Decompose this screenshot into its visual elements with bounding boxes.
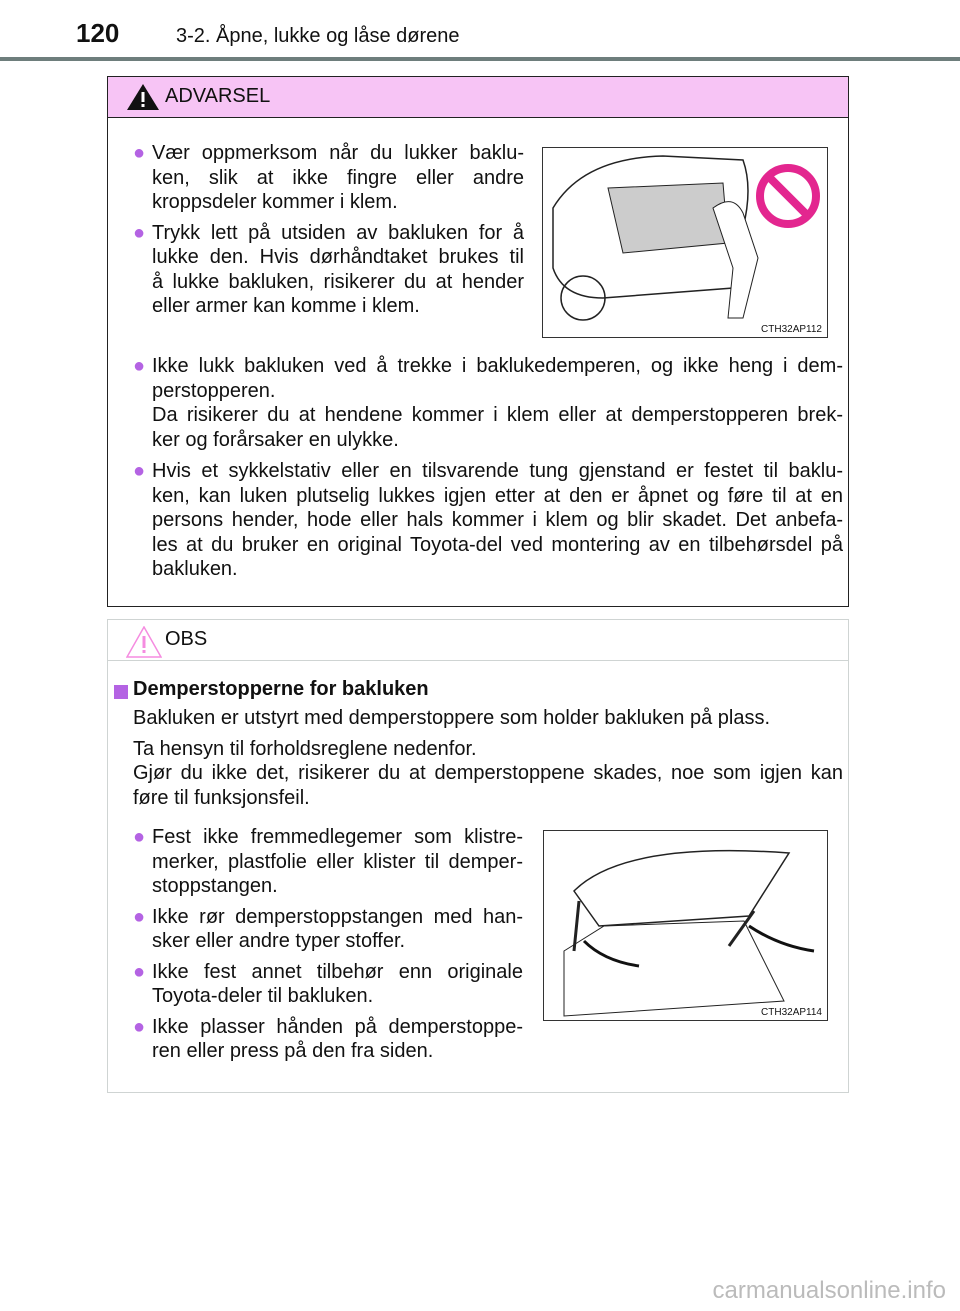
notice-box (107, 619, 849, 1093)
text-line: Ikke rør demperstoppstangen med han- (152, 905, 523, 928)
text-line: lukke den. Hvis dørhåndtaket brukes til (152, 246, 524, 268)
text-line: Da risikerer du at hendene kommer i klem eller at demperstopperen brek- (152, 404, 843, 426)
page-number: 120 (76, 18, 120, 48)
text-line: Ikke lukk bakluken ved å trekke i baklukedemperen, og ikke heng i dem- (152, 355, 843, 377)
text-line: Ikke plasser hånden på demperstoppe- (152, 1015, 523, 1038)
text-line: bakluken. (152, 558, 238, 580)
text-line: Vær oppmerksom når du lukker baklu- (152, 142, 524, 164)
text-line: Hvis et sykkelstativ eller en tilsvarende tung gjenstand er festet til baklu- (152, 460, 843, 482)
text-line: Trykk lett på utsiden av bakluken for å (152, 221, 524, 244)
figure-caption: CTH32AP114 (761, 1007, 822, 1018)
warning-header (108, 77, 848, 118)
bullet-icon: ● (133, 960, 146, 983)
text-line: Fest ikke fremmedlegemer som klistre- (152, 826, 523, 848)
text-line: føre til funksjonsfeil. (133, 786, 310, 809)
text-line: les at du bruker en original Toyota-del ved montering av en tilbehørsdel på (152, 533, 843, 556)
bullet-icon: ● (133, 355, 146, 377)
figure-caption: CTH32AP112 (761, 324, 822, 335)
text-line: Ta hensyn til forholdsreglene nedenfor. (133, 737, 477, 760)
text-line: sker eller andre typer stoffer. (152, 930, 406, 952)
caution-triangle-icon (126, 626, 162, 658)
text-line: persons hender, hode eller hals kommer i klem og blir skadet. Det anbefa- (152, 509, 843, 531)
bullet-item (133, 1015, 523, 1064)
notice-heading: Demperstopperne for bakluken (133, 678, 429, 700)
bullet-item (133, 960, 523, 1009)
notice-title: OBS (165, 628, 208, 650)
text-line: Ikke fest annet tilbehør enn originale (152, 960, 523, 983)
bullet-item (133, 354, 843, 452)
car-tailgate-icon (543, 148, 827, 337)
notice-header (108, 620, 848, 661)
bullet-item (133, 459, 843, 582)
text-line: å lukke bakluken, risikerer du at hender (152, 270, 524, 293)
text-line: stoppstangen. (152, 875, 278, 897)
text-line: perstopperen. (152, 379, 276, 402)
text-line: Bakluken er utstyrt med demperstoppere som holder bakluken på plass. (133, 707, 771, 729)
bullet-icon: ● (133, 460, 146, 482)
bullet-item (133, 221, 524, 319)
text-line: ken, slik at ikke fingre eller andre (152, 166, 524, 189)
closing-tailgate-illustration (542, 147, 828, 338)
bullet-item (133, 141, 524, 215)
section-title: 3-2. Åpne, lukke og låse dørene (176, 25, 460, 47)
bullet-icon: ● (133, 221, 146, 244)
bullet-icon: ● (133, 1015, 146, 1038)
warning-title: ADVARSEL (165, 85, 271, 107)
section-square-icon (114, 685, 128, 699)
text-line: ker og forårsaker en ulykke. (152, 428, 399, 451)
warning-box (107, 76, 849, 607)
open-tailgate-icon (544, 831, 827, 1020)
watermark: carmanualsonline.info (712, 1277, 946, 1304)
bullet-item (133, 825, 523, 899)
text-line: ken, kan luken plutselig lukkes igjen etter at den er åpnet og føre til at en (152, 484, 843, 507)
text-line: eller armer kan komme i klem. (152, 295, 420, 317)
text-line: Gjør du ikke det, risikerer du at demperstoppene skades, noe som igjen kan (133, 762, 843, 784)
damper-stay-illustration (543, 830, 828, 1021)
text-line: merker, plastfolie eller klister til demper- (152, 850, 523, 873)
text-line: kroppsdeler kommer i klem. (152, 191, 398, 213)
header-rule (0, 57, 960, 61)
text-line: Toyota-deler til bakluken. (152, 985, 374, 1007)
bullet-item (133, 905, 523, 954)
bullet-icon: ● (133, 905, 146, 928)
bullet-icon: ● (133, 142, 146, 164)
warning-triangle-icon (126, 83, 160, 111)
paragraph (133, 737, 843, 811)
text-line: ren eller press på den fra siden. (152, 1040, 434, 1062)
paragraph (133, 706, 843, 731)
bullet-icon: ● (133, 826, 146, 848)
